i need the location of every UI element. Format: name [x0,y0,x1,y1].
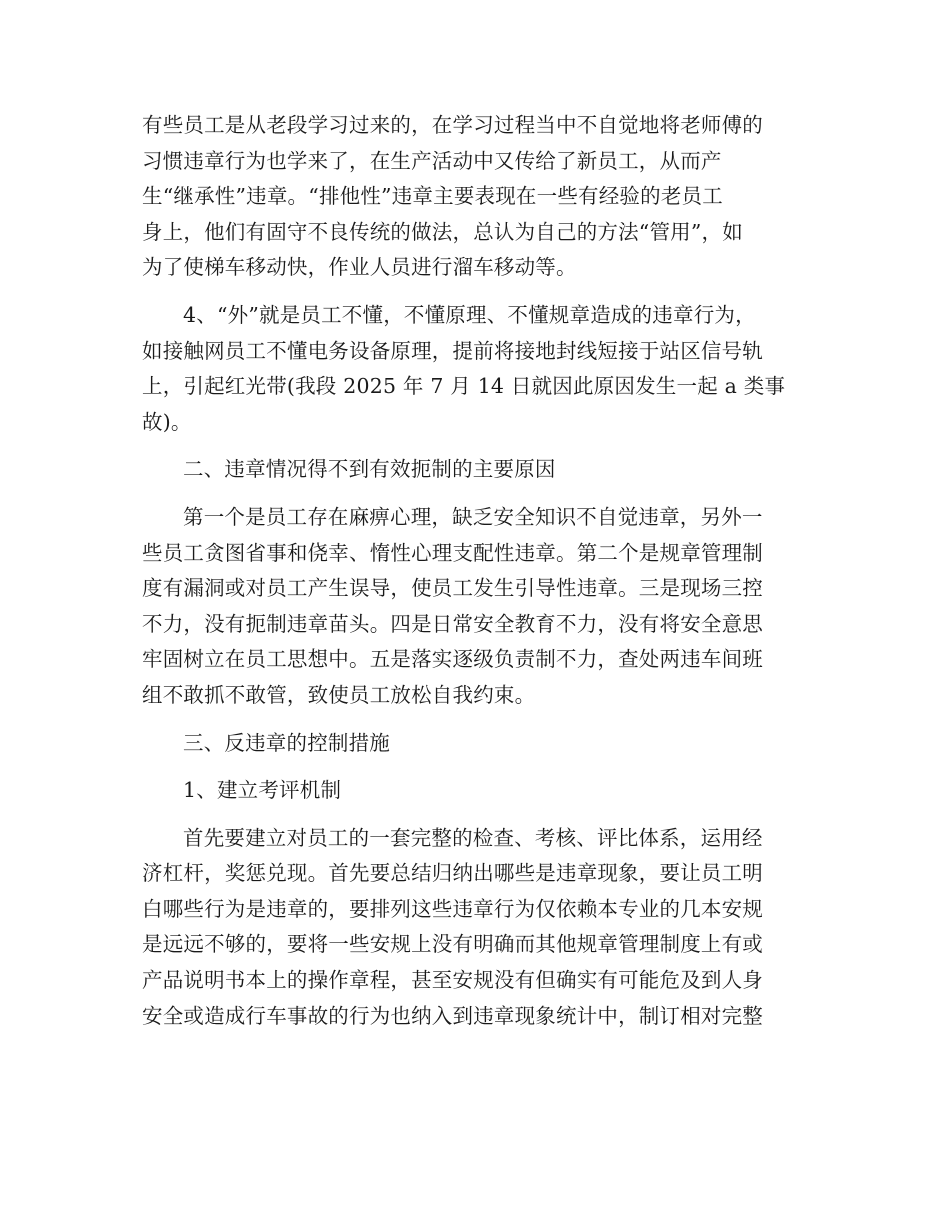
text-line: 是远远不够的，要将一些安规上没有明确而其他规章管理制度上有或 [142,932,763,957]
text-line: 有些员工是从老段学习过来的，在学习过程当中不自觉地将老师傅的 [142,113,763,137]
section-heading-control-measures: 三、反违章的控制措施 [183,730,390,755]
text-line: 济杠杆，奖惩兑现。首先要总结归纳出哪些是违章现象，要让员工明 [142,861,763,886]
section-heading-main-causes: 二、违章情况得不到有效扼制的主要原因 [183,457,556,482]
text-line: 身上，他们有固守不良传统的做法，总认为自己的方法“管用”，如 [142,219,743,244]
text-line: 些员工贪图省事和侥幸、惰性心理支配性违章。第二个是规章管理制 [142,540,763,565]
text-line: 组不敢抓不敢管，致使员工放松自我约束。 [142,682,536,707]
paragraph-ignorance-violation [142,298,802,440]
text-line: 首先要建立对员工的一套完整的检查、考核、评比体系，运用经 [183,825,763,850]
text-line: 第一个是员工存在麻痹心理，缺乏安全知识不自觉违章，另外一 [183,504,763,529]
text-line: 不力，没有扼制违章苗头。四是日常安全教育不力，没有将安全意思 [142,611,763,636]
text-line: 上，引起红光带(我段 2025 年 7 月 14 日就因此原因发生一起 a 类事 [142,374,786,399]
text-line: 牢固树立在员工思想中。五是落实逐级负责制不力，查处两违车间班 [142,647,763,672]
text-line: 4、“外”就是员工不懂，不懂原理、不懂规章造成的违章行为， [183,302,756,327]
paragraph-causes [142,500,802,714]
text-line: 产品说明书本上的操作章程，甚至安规没有但确实有可能危及到人身 [142,968,763,993]
text-line: 习惯违章行为也学来了，在生产活动中又传给了新员工，从而产 [142,148,722,173]
text-line: 安全或造成行车事故的行为也纳入到违章现象统计中，制订相对完整 [142,1003,763,1028]
document-page [142,108,802,1046]
text-line: 为了使梯车移动快，作业人员进行溜车移动等。 [142,255,577,280]
text-line: 白哪些行为是违章的，要排列这些违章行为仅依赖本专业的几本安规 [142,896,763,921]
subsection-heading-evaluation: 1、建立考评机制 [183,778,342,803]
text-line: 如接触网员工不懂电务设备原理，提前将接地封线短接于站区信号轨 [142,338,763,363]
text-line: 生“继承性”违章。“排他性”违章主要表现在一些有经验的老员工 [142,184,723,209]
paragraph-inheritance-violation [142,108,802,286]
paragraph-evaluation-system [142,821,802,1035]
text-line: 度有漏洞或对员工产生误导，使员工发生引导性违章。三是现场三控 [142,576,763,601]
text-line: 故)。 [142,409,192,434]
